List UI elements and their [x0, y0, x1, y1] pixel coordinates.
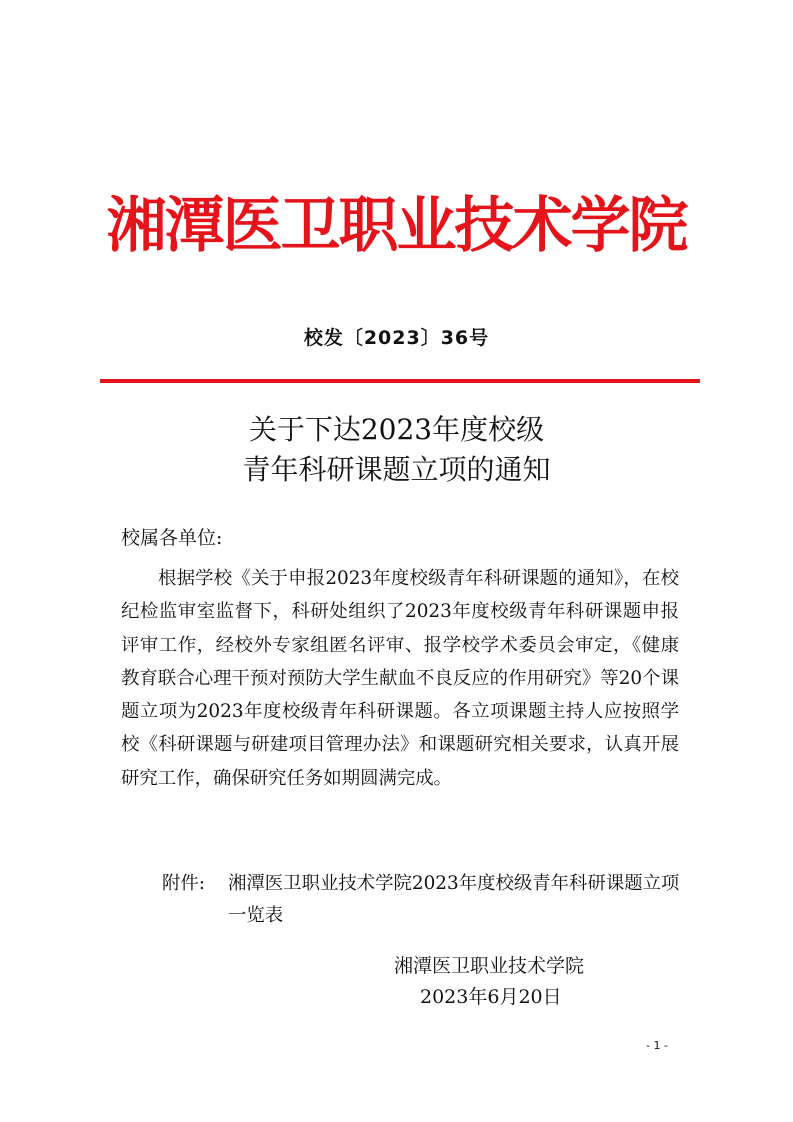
attachment-text: 湘潭医卫职业技术学院2023年度校级青年科研课题立项一览表	[228, 873, 680, 926]
notice-title	[0, 410, 793, 490]
issue-date: 2023年6月20日	[420, 986, 562, 1008]
document-number: 校发〔2023〕36号	[303, 327, 490, 349]
notice-title-line1: 关于下达2023年度校级	[248, 413, 545, 446]
page-number: - 1 -	[646, 1039, 668, 1052]
notice-title-line2: 青年科研课题立项的通知	[242, 453, 551, 486]
attachment-label: 附件:	[162, 873, 205, 894]
signature: 湘潭医卫职业技术学院	[394, 955, 585, 977]
masthead-title: 湘潭医卫职业技术学院	[106, 191, 687, 261]
addressee: 校属各单位:	[121, 527, 223, 549]
body-paragraph: 根据学校《关于申报2023年度校级青年科研课题的通知》，在校纪检监审室监督下，科研处组织了2023年度校级青年科研课题申报评审工作，经校外专家组匿名评审、报学校学术委员会审定，《健康教育联合心理干预对预防大学生献血不良反应的作用研究》等20个课题立项为2023年度校级青年科研课题。各立项课题主持人应按照学校《科研课题与研建项目管理办法》和课题研究相关要求，认真开展研究工作，确保研究任务如期圆满完成。	[121, 568, 679, 789]
red-divider	[100, 379, 700, 383]
